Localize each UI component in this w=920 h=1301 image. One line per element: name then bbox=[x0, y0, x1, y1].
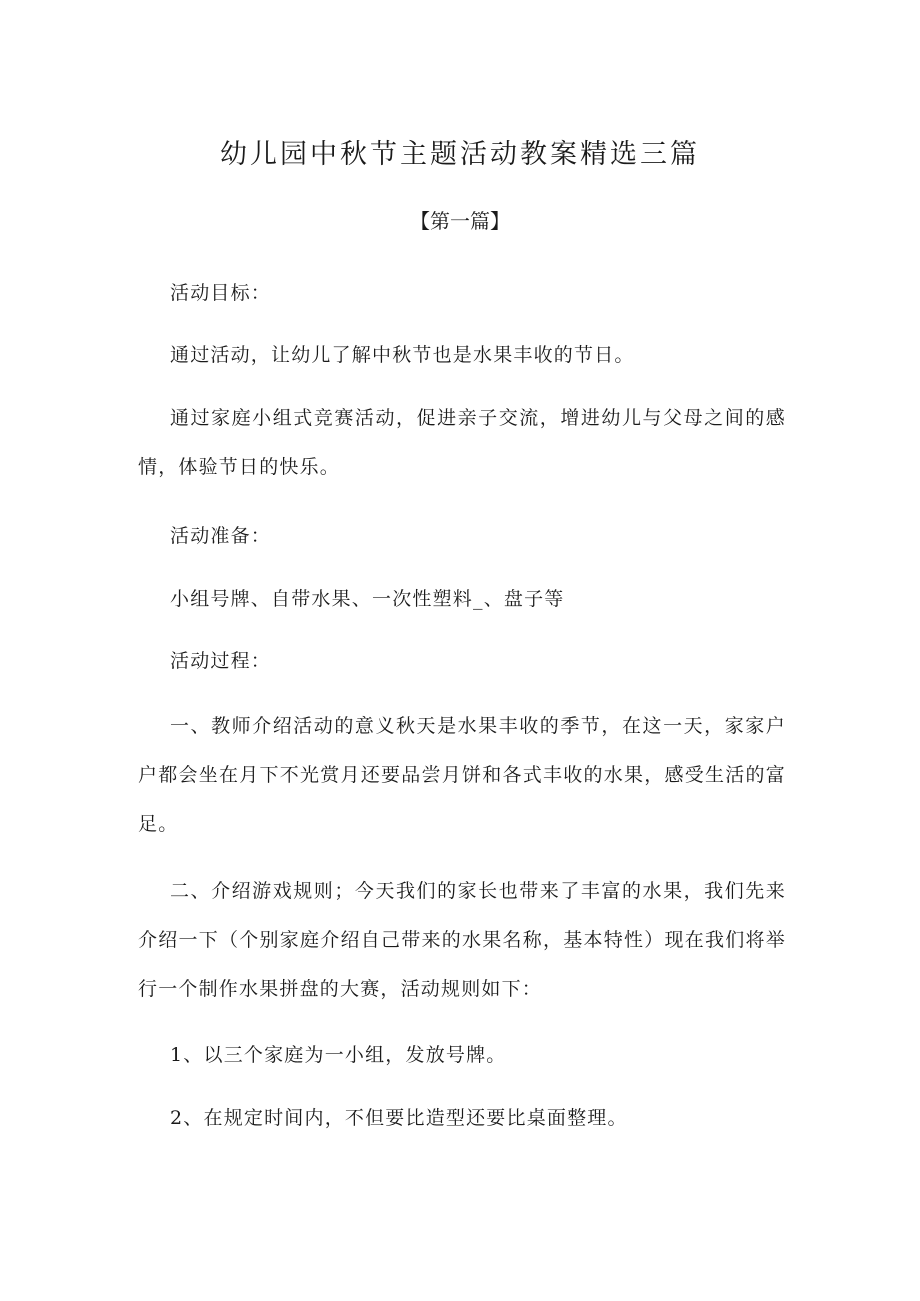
document-title: 幼儿园中秋节主题活动教案精选三篇 bbox=[220, 139, 700, 170]
rule-item-2: 2、在规定时间内，不但要比造型还要比桌面整理。 bbox=[170, 1107, 628, 1129]
section-title: 【第一篇】 bbox=[410, 209, 510, 233]
goal-paragraph-2: 通过家庭小组式竞赛活动，促进亲子交流，增进幼儿与父母之间的感情，体验节日的快乐。 bbox=[138, 407, 786, 478]
preparation-paragraph: 小组号牌、自带水果、一次性塑料_、盘子等 bbox=[170, 588, 565, 610]
rule-item-1: 1、以三个家庭为一小组，发放号牌。 bbox=[170, 1044, 507, 1066]
goal-heading: 活动目标： bbox=[170, 282, 272, 304]
goal-paragraph-1: 通过活动，让幼儿了解中秋节也是水果丰收的节日。 bbox=[170, 344, 635, 366]
process-step-1: 一、教师介绍活动的意义秋天是水果丰收的季节，在这一天，家家户户都会坐在月下不光赏月还要品尝月饼和各式丰收的水果，感受生活的富足。 bbox=[138, 715, 786, 835]
preparation-heading: 活动准备： bbox=[170, 525, 272, 547]
process-step-2: 二、介绍游戏规则；今天我们的家长也带来了丰富的水果，我们先来介绍一下（个别家庭介绍自己带来的水果名称，基本特性）现在我们将举行一个制作水果拼盘的大赛，活动规则如下： bbox=[138, 880, 786, 1000]
process-heading: 活动过程： bbox=[170, 650, 272, 672]
